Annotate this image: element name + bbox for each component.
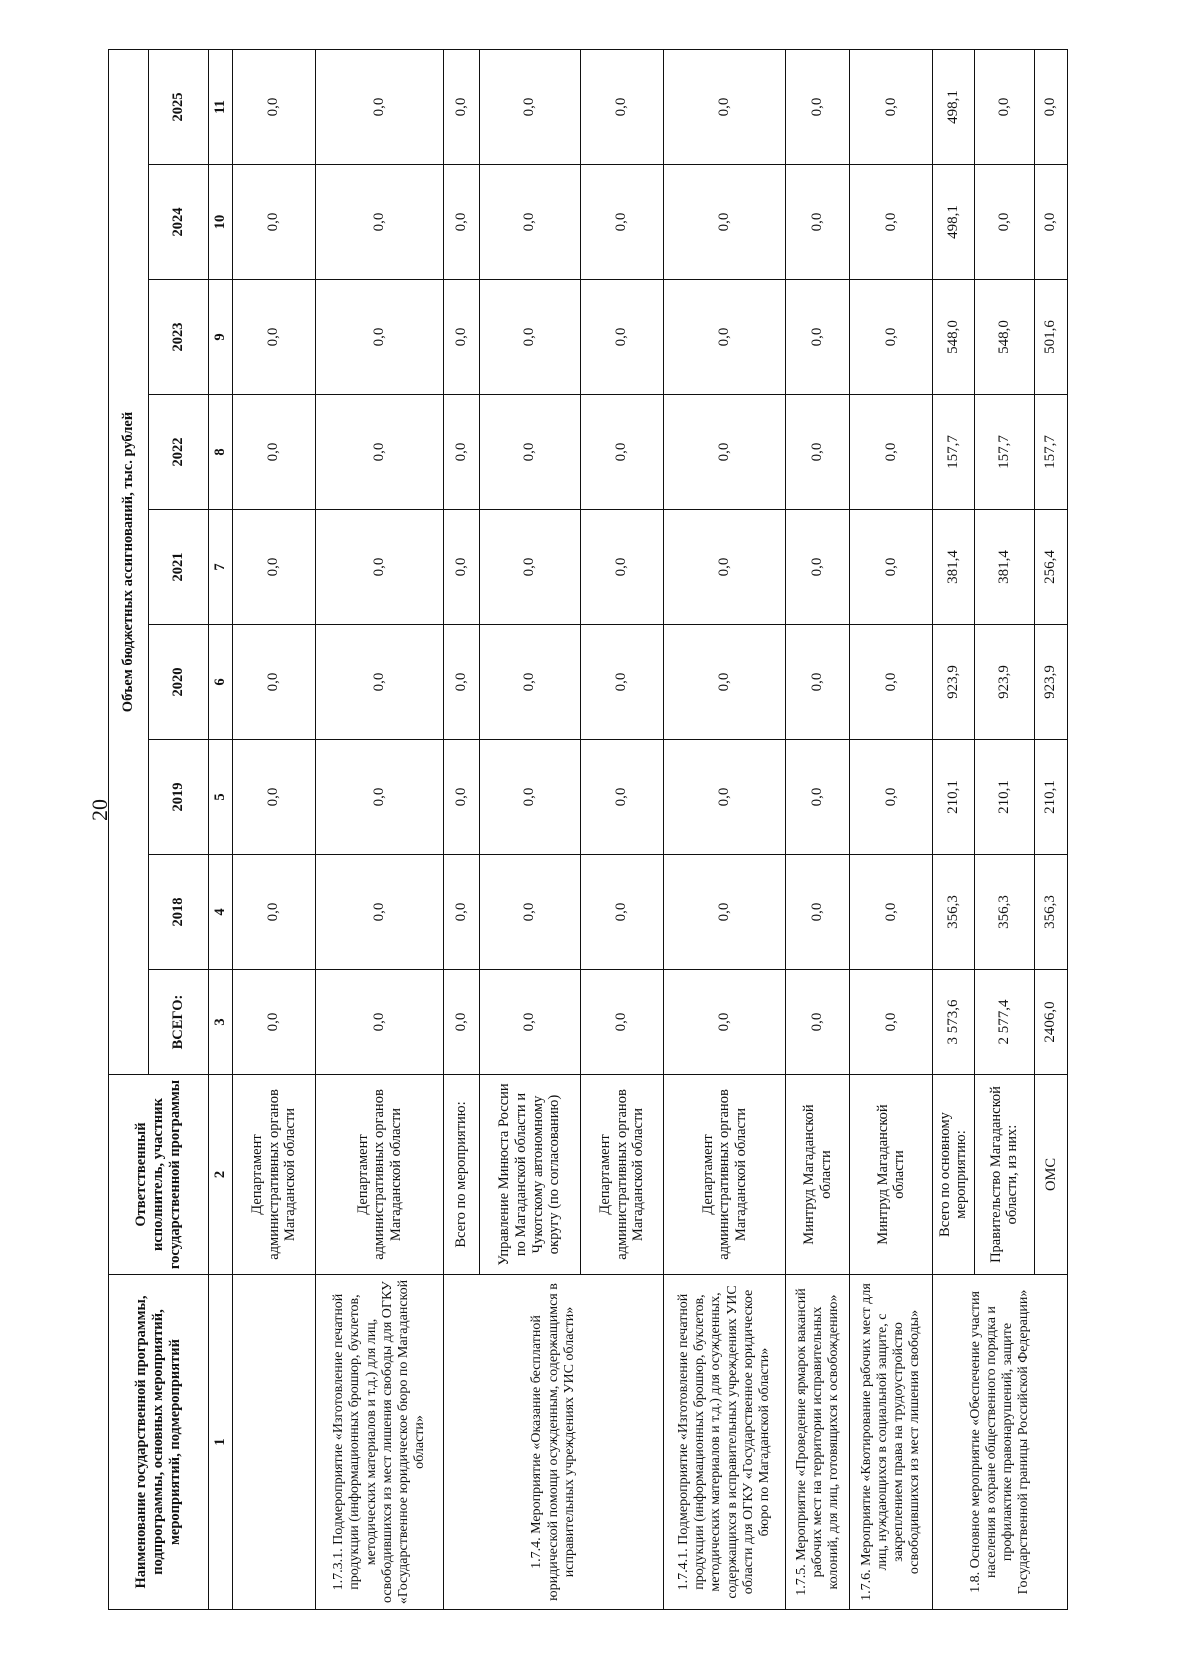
program-name: 1.7.5. Мероприятие «Проведение ярмарок вакансий рабочих мест на территории исправительных колоний, для лиц, готовящихся к освобождению» bbox=[786, 1275, 850, 1610]
value-cell: 210,1 bbox=[974, 740, 1034, 855]
value-cell: 0,0 bbox=[974, 49, 1034, 164]
value-cell: 210,1 bbox=[1034, 740, 1067, 855]
header-year: 2025 bbox=[149, 49, 209, 164]
value-cell: 0,0 bbox=[850, 395, 933, 510]
page-number: 20 bbox=[87, 799, 112, 821]
program-name: 1.8. Основное мероприятие «Обеспечение участия населения в охране общественного порядка и профилактике правонарушений, защите Государственной границы Российской Федерации» bbox=[933, 1275, 1068, 1610]
value-cell: 923,9 bbox=[1034, 625, 1067, 740]
value-cell: 0,0 bbox=[786, 740, 850, 855]
value-cell: 0,0 bbox=[233, 395, 316, 510]
value-cell: 0,0 bbox=[663, 395, 785, 510]
column-number: 7 bbox=[209, 510, 233, 625]
value-total: 0,0 bbox=[786, 970, 850, 1075]
value-cell: 0,0 bbox=[479, 855, 581, 970]
value-cell: 0,0 bbox=[444, 625, 479, 740]
value-cell: 0,0 bbox=[850, 740, 933, 855]
value-cell: 0,0 bbox=[315, 740, 443, 855]
value-cell: 0,0 bbox=[479, 510, 581, 625]
value-cell: 356,3 bbox=[933, 855, 974, 970]
value-cell: 0,0 bbox=[850, 855, 933, 970]
header-year: 2024 bbox=[149, 165, 209, 280]
table-row bbox=[850, 49, 933, 1609]
value-cell: 381,4 bbox=[933, 510, 974, 625]
executor: ОМС bbox=[1034, 1075, 1067, 1275]
executor: Правительство Магаданской области, из них: bbox=[974, 1075, 1034, 1275]
executor: Департамент административных органов Магаданской области bbox=[233, 1075, 316, 1275]
table-row bbox=[933, 49, 974, 1609]
column-number: 4 bbox=[209, 855, 233, 970]
program-name: 1.7.3.1. Подмероприятие «Изготовление печатной продукции (информационных брошюр, буклетов, методических материалов и т.д.) для лиц, освободившихся из мест лишения свободы для ОГКУ «Государственное юридическое бюро по Магаданской области» bbox=[315, 1275, 443, 1610]
column-number: 11 bbox=[209, 49, 233, 164]
value-cell: 501,6 bbox=[1034, 280, 1067, 395]
value-cell: 0,0 bbox=[663, 855, 785, 970]
value-cell: 923,9 bbox=[933, 625, 974, 740]
value-cell: 0,0 bbox=[663, 49, 785, 164]
value-cell: 356,3 bbox=[1034, 855, 1067, 970]
header-name: Наименование государственной программы, подпрограммы, основных мероприятий, мероприятий, подмероприятий bbox=[109, 1275, 209, 1610]
value-cell: 381,4 bbox=[974, 510, 1034, 625]
value-total: 0,0 bbox=[315, 970, 443, 1075]
value-cell: 0,0 bbox=[786, 395, 850, 510]
value-total: 3 573,6 bbox=[933, 970, 974, 1075]
column-number: 5 bbox=[209, 740, 233, 855]
executor: Минтруд Магаданской области bbox=[850, 1075, 933, 1275]
value-cell: 157,7 bbox=[1034, 395, 1067, 510]
value-cell: 0,0 bbox=[233, 625, 316, 740]
value-cell: 0,0 bbox=[233, 165, 316, 280]
value-cell: 0,0 bbox=[479, 395, 581, 510]
value-cell: 0,0 bbox=[233, 510, 316, 625]
value-cell: 0,0 bbox=[315, 165, 443, 280]
value-cell: 0,0 bbox=[850, 510, 933, 625]
value-cell: 0,0 bbox=[786, 280, 850, 395]
value-cell: 0,0 bbox=[444, 49, 479, 164]
value-cell: 0,0 bbox=[786, 49, 850, 164]
value-total: 2 577,4 bbox=[974, 970, 1034, 1075]
value-cell: 0,0 bbox=[315, 625, 443, 740]
value-cell: 0,0 bbox=[581, 625, 664, 740]
value-cell: 498,1 bbox=[933, 49, 974, 164]
executor: Минтруд Магаданской области bbox=[786, 1075, 850, 1275]
executor: Всего по основному мероприятию: bbox=[933, 1075, 974, 1275]
value-total: 0,0 bbox=[444, 970, 479, 1075]
column-number: 9 bbox=[209, 280, 233, 395]
executor: Всего по мероприятию: bbox=[444, 1075, 479, 1275]
value-cell: 0,0 bbox=[786, 625, 850, 740]
value-total: 0,0 bbox=[479, 970, 581, 1075]
header-total: ВСЕГО: bbox=[149, 970, 209, 1075]
column-number: 3 bbox=[209, 970, 233, 1075]
value-cell: 0,0 bbox=[786, 510, 850, 625]
value-cell: 256,4 bbox=[1034, 510, 1067, 625]
value-total: 0,0 bbox=[850, 970, 933, 1075]
rotated-table-container bbox=[108, 50, 1068, 1610]
executor: Департамент административных органов Магаданской области bbox=[663, 1075, 785, 1275]
column-number: 6 bbox=[209, 625, 233, 740]
value-total: 0,0 bbox=[663, 970, 785, 1075]
value-cell: 157,7 bbox=[933, 395, 974, 510]
value-cell: 0,0 bbox=[233, 855, 316, 970]
header-exec: Ответственный исполнитель, участник государственной программы bbox=[109, 1075, 209, 1275]
value-cell: 0,0 bbox=[479, 165, 581, 280]
value-cell: 0,0 bbox=[444, 510, 479, 625]
value-cell: 0,0 bbox=[663, 625, 785, 740]
budget-table bbox=[108, 49, 1068, 1610]
value-cell: 498,1 bbox=[933, 165, 974, 280]
table-row bbox=[315, 49, 443, 1609]
header-budget: Объем бюджетных ассигнований, тыс. рублей bbox=[109, 49, 149, 1074]
value-cell: 0,0 bbox=[581, 855, 664, 970]
value-cell: 0,0 bbox=[974, 165, 1034, 280]
value-cell: 0,0 bbox=[581, 49, 664, 164]
header-year: 2020 bbox=[149, 625, 209, 740]
value-cell: 923,9 bbox=[974, 625, 1034, 740]
value-cell: 0,0 bbox=[444, 165, 479, 280]
value-cell: 0,0 bbox=[479, 280, 581, 395]
value-total: 2406,0 bbox=[1034, 970, 1067, 1075]
value-cell: 0,0 bbox=[1034, 165, 1067, 280]
value-cell: 0,0 bbox=[1034, 49, 1067, 164]
value-cell: 0,0 bbox=[850, 625, 933, 740]
value-cell: 0,0 bbox=[786, 855, 850, 970]
header-year: 2019 bbox=[149, 740, 209, 855]
table-row bbox=[444, 49, 479, 1609]
value-cell: 0,0 bbox=[581, 510, 664, 625]
value-cell: 356,3 bbox=[974, 855, 1034, 970]
value-cell: 0,0 bbox=[850, 49, 933, 164]
column-number: 8 bbox=[209, 395, 233, 510]
value-cell: 157,7 bbox=[974, 395, 1034, 510]
header-year: 2023 bbox=[149, 280, 209, 395]
program-name: 1.7.4. Мероприятие «Оказание бесплатной юридической помощи осужденным, содержащимся в исправительных учреждениях УИС области» bbox=[444, 1275, 664, 1610]
value-cell: 0,0 bbox=[786, 165, 850, 280]
value-cell: 0,0 bbox=[663, 510, 785, 625]
header-year: 2021 bbox=[149, 510, 209, 625]
value-cell: 0,0 bbox=[581, 395, 664, 510]
header-year: 2022 bbox=[149, 395, 209, 510]
value-total: 0,0 bbox=[581, 970, 664, 1075]
header-year: 2018 bbox=[149, 855, 209, 970]
value-cell: 0,0 bbox=[581, 165, 664, 280]
value-cell: 0,0 bbox=[444, 395, 479, 510]
value-cell: 0,0 bbox=[581, 280, 664, 395]
value-cell: 548,0 bbox=[933, 280, 974, 395]
value-cell: 210,1 bbox=[933, 740, 974, 855]
value-cell: 0,0 bbox=[479, 740, 581, 855]
value-cell: 0,0 bbox=[315, 49, 443, 164]
value-cell: 0,0 bbox=[663, 280, 785, 395]
column-number: 2 bbox=[209, 1075, 233, 1275]
value-cell: 0,0 bbox=[581, 740, 664, 855]
value-cell: 0,0 bbox=[315, 855, 443, 970]
value-cell: 0,0 bbox=[315, 280, 443, 395]
executor: Департамент административных органов Магаданской области bbox=[315, 1075, 443, 1275]
value-cell: 0,0 bbox=[444, 740, 479, 855]
value-cell: 0,0 bbox=[663, 740, 785, 855]
table-row bbox=[663, 49, 785, 1609]
executor: Управление Минюста России по Магаданской области и Чукотскому автономному округу (по согласованию) bbox=[479, 1075, 581, 1275]
column-number: 1 bbox=[209, 1275, 233, 1610]
value-cell: 0,0 bbox=[479, 49, 581, 164]
value-cell: 548,0 bbox=[974, 280, 1034, 395]
value-cell: 0,0 bbox=[850, 165, 933, 280]
value-cell: 0,0 bbox=[233, 740, 316, 855]
program-name: 1.7.6. Мероприятие «Квотирование рабочих мест для лиц, нуждающихся в социальной защите, с закреплением права на трудоустройство освободившихся из мест лишения свободы» bbox=[850, 1275, 933, 1610]
value-cell: 0,0 bbox=[850, 280, 933, 395]
value-cell: 0,0 bbox=[315, 510, 443, 625]
value-cell: 0,0 bbox=[444, 855, 479, 970]
value-cell: 0,0 bbox=[479, 625, 581, 740]
value-cell: 0,0 bbox=[315, 395, 443, 510]
value-total: 0,0 bbox=[233, 970, 316, 1075]
table-row bbox=[233, 49, 316, 1609]
value-cell: 0,0 bbox=[233, 49, 316, 164]
value-cell: 0,0 bbox=[663, 165, 785, 280]
program-name bbox=[233, 1275, 316, 1610]
value-cell: 0,0 bbox=[233, 280, 316, 395]
column-number: 10 bbox=[209, 165, 233, 280]
executor: Департамент административных органов Магаданской области bbox=[581, 1075, 664, 1275]
value-cell: 0,0 bbox=[444, 280, 479, 395]
program-name: 1.7.4.1. Подмероприятие «Изготовление печатной продукции (информационных брошюр, буклетов, методических материалов и т.д.) для осужденных, содержащихся в исправительных учреждениях УИС области для ОГКУ «Государственное юридическое бюро по Магаданской области» bbox=[663, 1275, 785, 1610]
table-row bbox=[786, 49, 850, 1609]
